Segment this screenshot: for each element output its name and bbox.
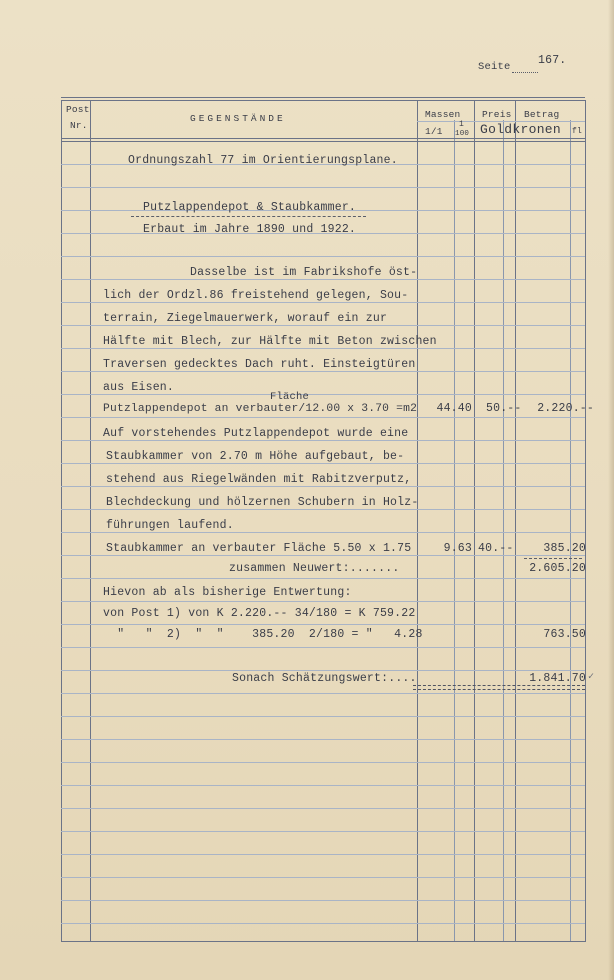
row-rule: [61, 877, 585, 878]
col-line-massen-sub: [454, 120, 455, 942]
title-underline: [131, 216, 366, 217]
description-2-line: Staubkammer von 2.70 m Höhe aufgebaut, be-: [106, 450, 405, 463]
schaetzungswert-value: 1.841.70: [529, 672, 586, 685]
description-line: Traversen gedecktes Dach ruht. Einsteigtüren: [103, 358, 416, 371]
total-double-rule: [413, 685, 585, 690]
position-2-betrag: 385.20: [543, 542, 586, 555]
entwertung-line: Hievon ab als bisherige Entwertung:: [103, 586, 352, 599]
check-mark-icon: ✓: [588, 672, 595, 683]
row-rule: [61, 670, 585, 671]
sum-rule: [524, 558, 582, 559]
row-rule: [61, 923, 585, 924]
description-line: Dasselbe ist im Fabrikshofe öst-: [190, 266, 418, 279]
header-post: Post: [66, 104, 90, 115]
entwertung-sum: 763.50: [543, 628, 586, 641]
table-bottom-line: [61, 941, 585, 942]
position-2-massen: 9.63: [443, 542, 472, 555]
row-rule: [61, 256, 585, 257]
col-line-preis-sub: [503, 120, 504, 942]
header-fl: fl: [572, 127, 583, 136]
row-rule: [61, 900, 585, 901]
neuwert-label: zusammen Neuwert:.......: [229, 562, 400, 575]
col-line-massen: [474, 100, 475, 942]
position-1-preis: 50.--: [486, 402, 522, 415]
ordnungszahl-line: Ordnungszahl 77 im Orientierungsplane.: [128, 154, 398, 167]
position-2-preis: 40.--: [478, 542, 514, 555]
row-rule: [61, 854, 585, 855]
col-line-desc: [417, 100, 418, 942]
page-label: Seite: [478, 61, 511, 73]
position-1-text: Putzlappendepot an verbauter/12.00 x 3.70 =m2: [103, 403, 418, 415]
object-title: Putzlappendepot & Staubkammer.: [143, 201, 357, 214]
neuwert-value: 2.605.20: [529, 562, 586, 575]
page-edge-shadow: [608, 0, 614, 980]
col-line-betrag-sub: [570, 120, 571, 942]
header-top-line-2: [61, 100, 585, 101]
row-rule: [61, 693, 585, 694]
header-gegenstaende: GEGENSTÄNDE: [190, 113, 286, 124]
row-rule: [61, 417, 585, 418]
col-line-right: [585, 100, 586, 942]
description-line: terrain, Ziegelmauerwerk, worauf ein zur: [103, 312, 388, 325]
page-number: 167.: [538, 54, 567, 67]
header-preis: Preis: [482, 109, 512, 120]
row-rule: [61, 739, 585, 740]
row-rule: [61, 716, 585, 717]
description-2-line: führungen laufend.: [106, 519, 234, 532]
entwertung-line: von Post 1) von K 2.220.-- 34/180 = K 759.22: [103, 607, 416, 620]
position-1-massen: 44.40: [436, 402, 472, 415]
header-betrag: Betrag: [524, 109, 560, 120]
header-goldkronen: Goldkronen: [480, 122, 562, 137]
description-line: lich der Ordzl.86 freistehend gelegen, Sou-: [103, 289, 409, 302]
row-rule: [61, 624, 585, 625]
schaetzungswert-label: Sonach Schätzungswert:....: [232, 672, 417, 685]
flaeche-insert: Fläche: [270, 391, 310, 403]
header-massen-1-100-den: 100: [455, 130, 470, 138]
row-rule: [61, 831, 585, 832]
row-rule: [61, 601, 585, 602]
row-rule: [61, 762, 585, 763]
row-rule: [61, 647, 585, 648]
row-rule: [61, 785, 585, 786]
position-2-text: Staubkammer an verbauter Fläche 5.50 x 1.75: [106, 542, 412, 555]
row-rule: [61, 808, 585, 809]
header-bottom-line: [61, 138, 585, 139]
header-top-line: [61, 97, 585, 98]
col-line-preis: [515, 100, 516, 942]
description-2-line: stehend aus Riegelwänden mit Rabitzverputz,: [106, 473, 412, 486]
header-nr: Nr.: [70, 120, 88, 131]
entwertung-line: " " 2) " " 385.20 2/180 = " 4.28: [103, 628, 423, 641]
row-rule: [61, 578, 585, 579]
header-massen: Massen: [425, 109, 461, 120]
row-rule: [61, 187, 585, 188]
col-line-post: [90, 100, 91, 942]
col-line-left: [61, 100, 62, 942]
header-massen-1-1: 1/1: [425, 126, 443, 137]
header-massen-1-100-num: 1: [459, 120, 465, 129]
description-line: Hälfte mit Blech, zur Hälfte mit Beton zwischen: [103, 335, 437, 348]
description-2-line: Auf vorstehendes Putzlappendepot wurde eine: [103, 427, 409, 440]
built-years: Erbaut im Jahre 1890 und 1922.: [143, 223, 357, 236]
description-2-line: Blechdeckung und hölzernen Schubern in Holz-: [106, 496, 419, 509]
position-1-betrag: 2.220.--: [537, 402, 594, 415]
page-label-underline: [512, 72, 538, 73]
header-bottom-line-2: [61, 141, 585, 142]
description-line: aus Eisen.: [103, 381, 175, 394]
